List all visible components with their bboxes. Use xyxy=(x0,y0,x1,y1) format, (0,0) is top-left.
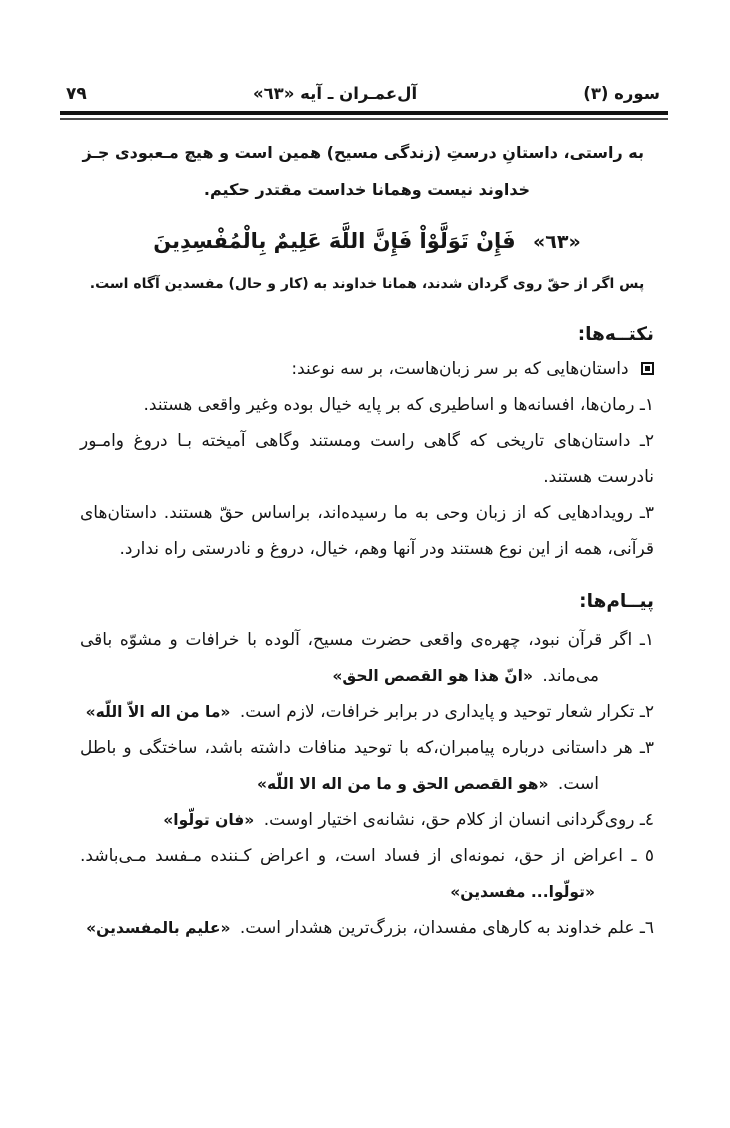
message-quran-quote: «انّ هذا هو القصص الحق» xyxy=(332,667,533,685)
message-item-5 xyxy=(80,838,654,910)
message-quran-quote: «فان تولّوا» xyxy=(163,811,255,829)
header-surah-label: سوره (٣) xyxy=(583,84,660,103)
header-divider-rule xyxy=(60,111,668,120)
message-item-4 xyxy=(80,802,654,838)
note-item-3: ٣ـ رویدادهایی که از زبان وحی به ما رسیده‌اند، براساس حقّ هستند. داستان‌های قرآنی، همه از این نوع هستند ودر آنها وهم، خیال، دروغ و نادرستی راه ندارد. xyxy=(80,503,654,559)
message-text: ٣ـ هر داستانی درباره پیامبران،که با توحید منافات داشته باشد، ساختگی و باطل است. xyxy=(80,738,654,794)
message-quran-quote: «تولّوا... مفسدین» xyxy=(450,883,595,901)
verse-arabic-line xyxy=(80,224,654,259)
notes-intro-text: داستان‌هایی که بر سر زبان‌هاست، بر سه نوعند: xyxy=(291,359,629,379)
header-chapter-verse-title: آل‌عمـران ـ آیه «٦٣» xyxy=(252,84,418,103)
messages-heading: پیــام‌ها: xyxy=(579,591,654,612)
message-text: ٦ـ علم خداوند به کارهای مفسدان، بزرگ‌ترین هشدار است. xyxy=(239,918,654,938)
message-text: ١ـ اگر قرآن نبود، چهره‌ی واقعی حضرت مسیح، آلوده با خرافات و مشوّه باقی می‌ماند. xyxy=(80,630,654,686)
message-quran-quote: «ما من اله الاّ اللّه» xyxy=(85,703,231,721)
page-header xyxy=(66,82,660,106)
verse-arabic-text: فَإِنْ تَوَلَّوْاْ فَإِنَّ اللَّهَ عَلِيمٌ بِالْمُفْسِدِينَ xyxy=(153,229,516,253)
message-quran-quote: «هو القصص الحق و ما من اله الا اللّه» xyxy=(257,775,549,793)
previous-verse-translation xyxy=(80,134,654,208)
message-item-3 xyxy=(80,730,654,802)
message-text: ٢ـ تکرار شعار توحید و پایداری در برابر خرافات، لازم است. xyxy=(239,702,654,722)
message-quran-quote: «علیم بالمفسدین» xyxy=(86,919,231,937)
translation-line-1: به راستی، داستانِ درستِ (زندگی مسیح) همین است و هیچ مـعبودی جـز xyxy=(82,143,644,162)
message-text: ٥ ـ اعراض از حق، نمونه‌ای از فساد است، و اعراض کـننده مـفسد مـی‌باشد. xyxy=(80,846,654,866)
message-item-1 xyxy=(80,622,654,694)
notes-heading: نکتــه‌ها: xyxy=(577,324,654,345)
notes-intro-line xyxy=(80,351,654,387)
translation-line-2: خداوند نیست وهمانا خداست مقتدر حکیم. xyxy=(203,180,531,199)
verse-number: «٦٣» xyxy=(533,231,581,253)
message-text: ٤ـ روی‌گردانی انسان از کلام حق، نشانه‌ی اختیار اوست. xyxy=(263,810,654,830)
message-item-6 xyxy=(80,910,654,946)
verse-translation: پس اگر از حقّ روی گردان شدند، همانا خداوند به (کار و حال) مفسدین آگاه است. xyxy=(89,276,645,292)
note-item-1: ١ـ رمان‌ها، افسانه‌ها و اساطیری که بر پایه خیال بوده وغیر واقعی هستند. xyxy=(143,395,654,415)
page-content xyxy=(80,134,654,946)
square-bullet-icon xyxy=(641,362,654,375)
page-number: ٧٩ xyxy=(66,84,87,104)
note-item-2: ٢ـ داستان‌های تاریخی که گاهی راست ومستند وگاهی آمیخته بـا دروغ وامـور نادرست هستند. xyxy=(80,431,654,487)
message-item-2 xyxy=(80,694,654,730)
